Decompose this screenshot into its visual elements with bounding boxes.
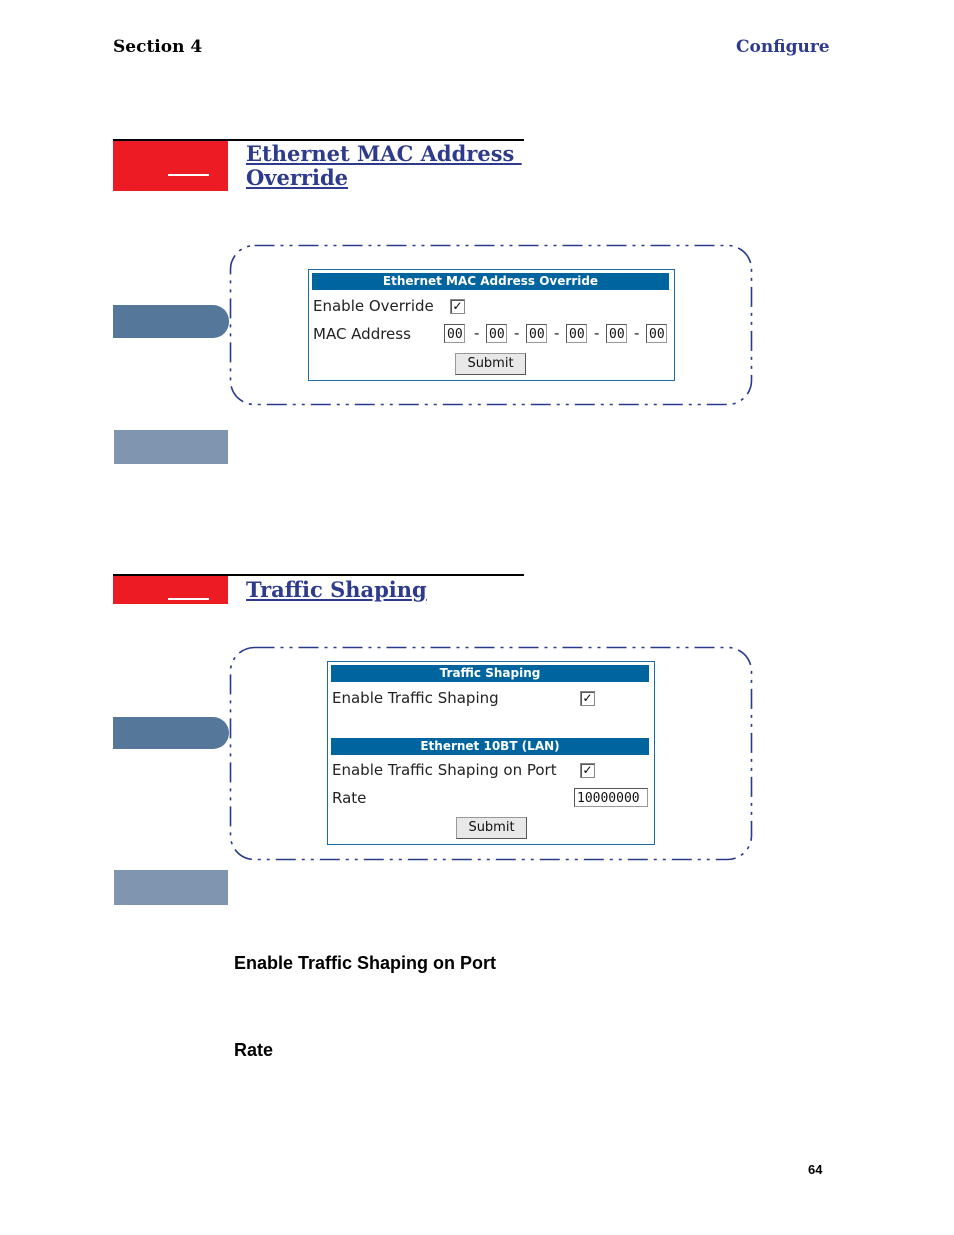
mac-octet-2-input[interactable]: 00 [486,324,507,343]
submit-button[interactable]: Submit [456,817,527,839]
mac-separator: - [634,324,640,342]
section-title-line1: Ethernet MAC Address [246,141,522,166]
figure-caption-tab [114,870,228,905]
mac-separator: - [554,324,560,342]
submit-button[interactable]: Submit [455,353,526,375]
mac-override-panel [308,269,675,381]
section-label: Section 4 [113,37,203,57]
enable-shaping-on-port-checkbox[interactable]: ✓ [580,763,595,778]
section-red-tab [113,141,228,191]
mac-address-label: MAC Address [313,325,411,343]
term-enable-traffic-shaping-on-port: Enable Traffic Shaping on Port [234,953,497,973]
mac-octet-3-input[interactable]: 00 [526,324,547,343]
mac-separator: - [594,324,600,342]
mac-separator: - [474,324,480,342]
enable-override-label: Enable Override [313,297,434,315]
mac-octet-4-input[interactable]: 00 [566,324,587,343]
term-rate: Rate [234,1040,274,1060]
section-title-traffic-shaping[interactable]: Traffic Shaping [246,577,427,602]
figure-side-tab [113,717,229,749]
panel-title-bar: Traffic Shaping [331,665,649,682]
enable-shaping-on-port-label: Enable Traffic Shaping on Port [332,761,557,779]
figure-side-tab [113,305,229,338]
section-title-line2: Override [246,165,349,190]
section-title-mac-override[interactable] [246,142,522,190]
red-tab-dash [168,598,209,600]
red-tab-dash [168,174,209,176]
enable-override-checkbox[interactable]: ✓ [450,299,465,314]
enable-traffic-shaping-label: Enable Traffic Shaping [332,689,499,707]
page-number: 64 [808,1162,823,1177]
mac-octet-1-input[interactable]: 00 [444,324,465,343]
port-title-bar: Ethernet 10BT (LAN) [331,738,649,755]
section-red-tab [113,576,228,604]
rate-input[interactable]: 10000000 [574,788,648,807]
mac-octet-5-input[interactable]: 00 [606,324,627,343]
mac-separator: - [514,324,520,342]
rate-label: Rate [332,789,367,807]
traffic-shaping-panel [327,661,655,845]
panel-title-bar: Ethernet MAC Address Override [312,273,669,290]
enable-traffic-shaping-checkbox[interactable]: ✓ [580,691,595,706]
figure-caption-tab [114,430,228,464]
chapter-label: Configure [736,37,830,57]
mac-octet-6-input[interactable]: 00 [646,324,667,343]
